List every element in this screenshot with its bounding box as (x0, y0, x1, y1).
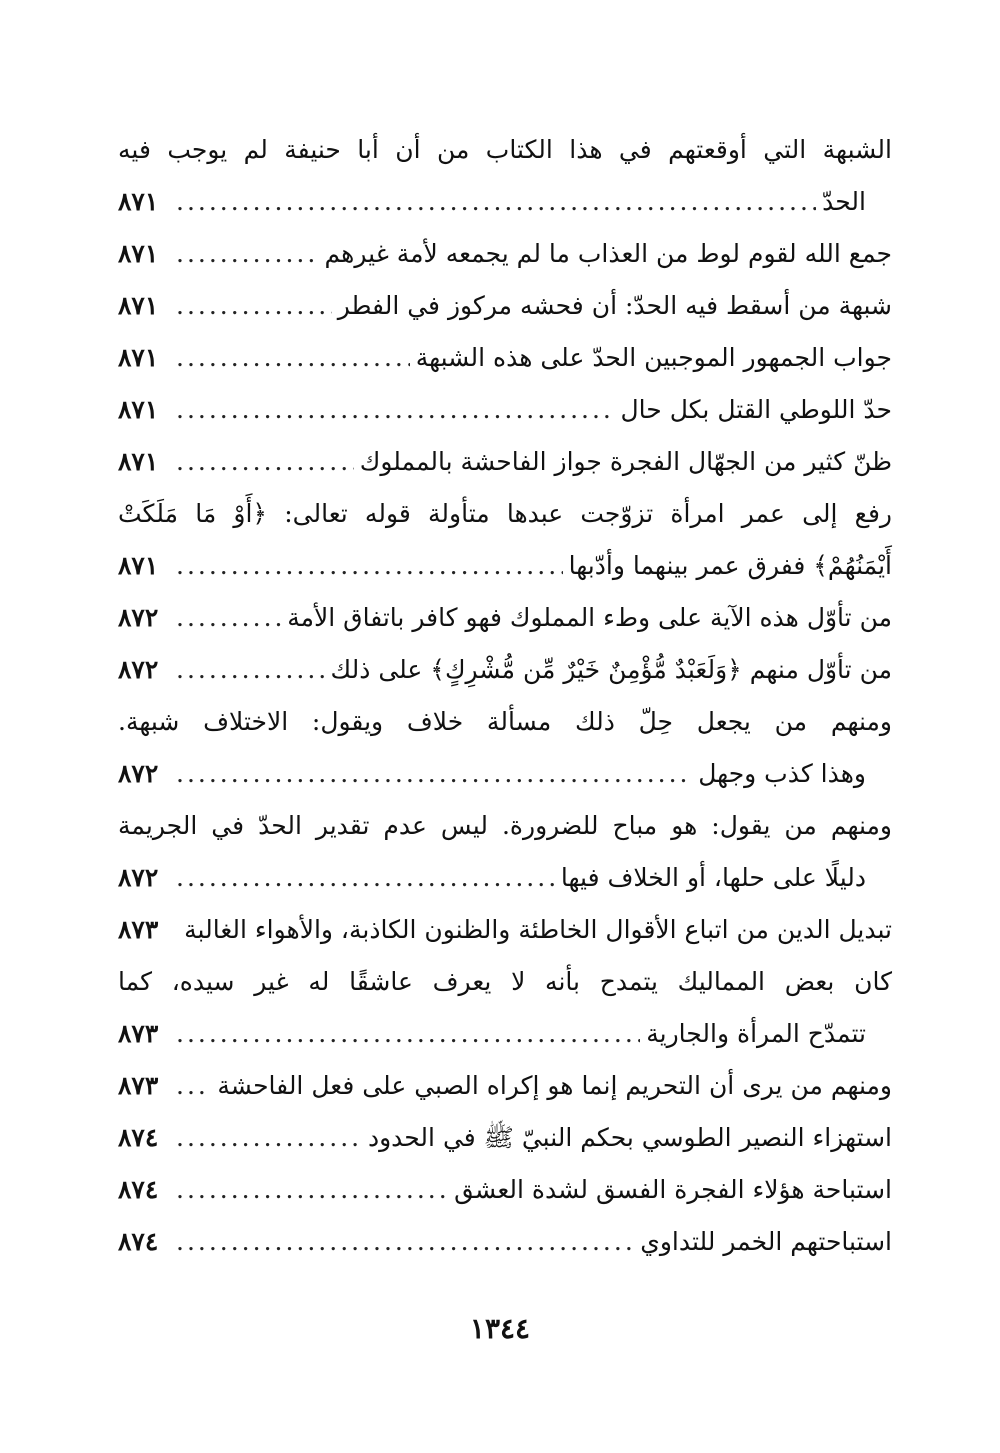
entry-page-number: ٨٧١ (118, 343, 159, 372)
index-entry (118, 336, 892, 388)
entry-text: جمع الله لقوم لوط من العذاب ما لم يجمعه لأمة غيرهم (324, 239, 892, 268)
index-entry (118, 388, 892, 440)
leader-dots (176, 648, 325, 692)
index-entry (118, 128, 892, 232)
index-entry (118, 596, 892, 648)
entry-page-number: ٨٧١ (118, 291, 159, 320)
entry-text: وهذا كذب وجهل (698, 759, 866, 788)
leader-dots (176, 1012, 640, 1056)
entry-last-line (118, 752, 892, 804)
entry-last-line (118, 648, 892, 700)
entry-page-number: ٨٧٢ (118, 759, 159, 788)
index-entry (118, 648, 892, 700)
entry-page-number: ٨٧١ (118, 447, 159, 476)
index-entry (118, 804, 892, 908)
index-entry (118, 908, 892, 960)
entry-text-line: رفع إلى عمر امرأة تزوّجت عبدها متأولة قوله تعالى: ﴿أَوْ مَا مَلَكَتْ (118, 499, 892, 528)
leader-dots (176, 336, 410, 380)
index-page (118, 128, 892, 1272)
entry-page-number: ٨٧١ (118, 239, 159, 268)
entry-page-number: ٨٧٣ (118, 1019, 159, 1048)
entry-text: جواب الجمهور الموجبين الحدّ على هذه الشبهة (415, 343, 892, 372)
entry-text: الحدّ (822, 187, 866, 216)
leader-dots (176, 440, 354, 484)
leader-dots (176, 1064, 211, 1108)
index-entry (118, 284, 892, 336)
page-number: ١٣٤٤ (469, 1312, 531, 1345)
leader-dots (176, 1116, 362, 1160)
entry-page-number: ٨٧٤ (118, 1227, 159, 1256)
index-entry (118, 1220, 892, 1272)
entry-last-line (118, 284, 892, 336)
entry-text: شبهة من أسقط فيه الحدّ: أن فحشه مركوز في الفطر (337, 291, 892, 320)
leader-dots (176, 1168, 448, 1212)
index-entry (118, 700, 892, 804)
leader-dots (176, 856, 555, 900)
entry-last-line (118, 1220, 892, 1272)
entry-last-line (118, 336, 892, 388)
entry-text: من تأوّل منهم ﴿وَلَعَبْدٌ مُّؤْمِنٌ خَيْرٌ مِّن مُّشْرِكٍ﴾ على ذلك (330, 655, 892, 684)
leader-dots (176, 1220, 634, 1264)
leader-dots (176, 232, 319, 276)
entry-last-line (118, 440, 892, 492)
entry-last-line (118, 1116, 892, 1168)
index-entry (118, 492, 892, 596)
leader-dots (176, 388, 615, 432)
entry-text-line: الشبهة التي أوقعتهم في هذا الكتاب من أن أبا حنيفة لم يوجب فيه (118, 135, 892, 164)
entry-page-number: ٨٧١ (118, 187, 159, 216)
index-entry (118, 232, 892, 284)
index-entry (118, 960, 892, 1064)
leader-dots (176, 544, 563, 588)
leader-dots (176, 752, 692, 796)
entry-text-line: ومنهم من يقول: هو مباح للضرورة. ليس عدم تقدير الحدّ في الجريمة (118, 811, 892, 840)
entry-text: ظنّ كثير من الجهّال الفجرة جواز الفاحشة بالمملوك (359, 447, 892, 476)
entry-last-line (118, 908, 892, 960)
leader-dots (176, 180, 816, 224)
index-entry (118, 1116, 892, 1168)
entry-text: استباحتهم الخمر للتداوي (640, 1227, 892, 1256)
entry-last-line (118, 180, 892, 232)
entry-text: تتمدّح المرأة والجارية (646, 1019, 866, 1048)
entry-page-number: ٨٧١ (118, 551, 159, 580)
entry-text: استباحة هؤلاء الفجرة الفسق لشدة العشق (454, 1175, 892, 1204)
entry-text-line: ومنهم من يجعل حِلّ ذلك مسألة خلاف ويقول: الاختلاف شبهة. (118, 707, 892, 736)
entry-text-line: كان بعض المماليك يتمدح بأنه لا يعرف عاشقًا له غير سيده، كما (118, 967, 892, 996)
entry-last-line (118, 1064, 892, 1116)
entry-page-number: ٨٧٢ (118, 603, 159, 632)
index-entry (118, 1168, 892, 1220)
entry-page-number: ٨٧١ (118, 395, 159, 424)
entry-last-line (118, 232, 892, 284)
entry-page-number: ٨٧٤ (118, 1175, 159, 1204)
entry-last-line (118, 1168, 892, 1220)
entry-page-number: ٨٧٣ (118, 1071, 159, 1100)
leader-dots (176, 596, 281, 640)
entry-page-number: ٨٧٢ (118, 655, 159, 684)
entry-last-line (118, 1012, 892, 1064)
entry-page-number: ٨٧٣ (118, 915, 159, 944)
entry-text: تبديل الدين من اتباع الأقوال الخاطئة والظنون الكاذبة، والأهواء الغالبة (184, 915, 892, 944)
entry-page-number: ٨٧٢ (118, 863, 159, 892)
entry-text: من تأوّل هذه الآية على وطء المملوك فهو كافر باتفاق الأمة (287, 603, 892, 632)
entry-text: استهزاء النصير الطوسي بحكم النبيّ ﷺ في الحدود (367, 1123, 892, 1152)
entry-last-line (118, 596, 892, 648)
entry-text: دليلًا على حلها، أو الخلاف فيها (560, 863, 866, 892)
entry-text: حدّ اللوطي القتل بكل حال (620, 395, 892, 424)
index-entry (118, 440, 892, 492)
entry-text: أَيْمَنُهُمْ﴾ ففرق عمر بينهما وأدّبها (568, 551, 892, 580)
entry-last-line (118, 388, 892, 440)
entry-page-number: ٨٧٤ (118, 1123, 159, 1152)
entry-text: ومنهم من يرى أن التحريم إنما هو إكراه الصبي على فعل الفاحشة (217, 1071, 892, 1100)
entry-last-line (118, 856, 892, 908)
leader-dots (176, 908, 178, 952)
index-entry (118, 1064, 892, 1116)
leader-dots (176, 284, 332, 328)
entry-last-line (118, 544, 892, 596)
